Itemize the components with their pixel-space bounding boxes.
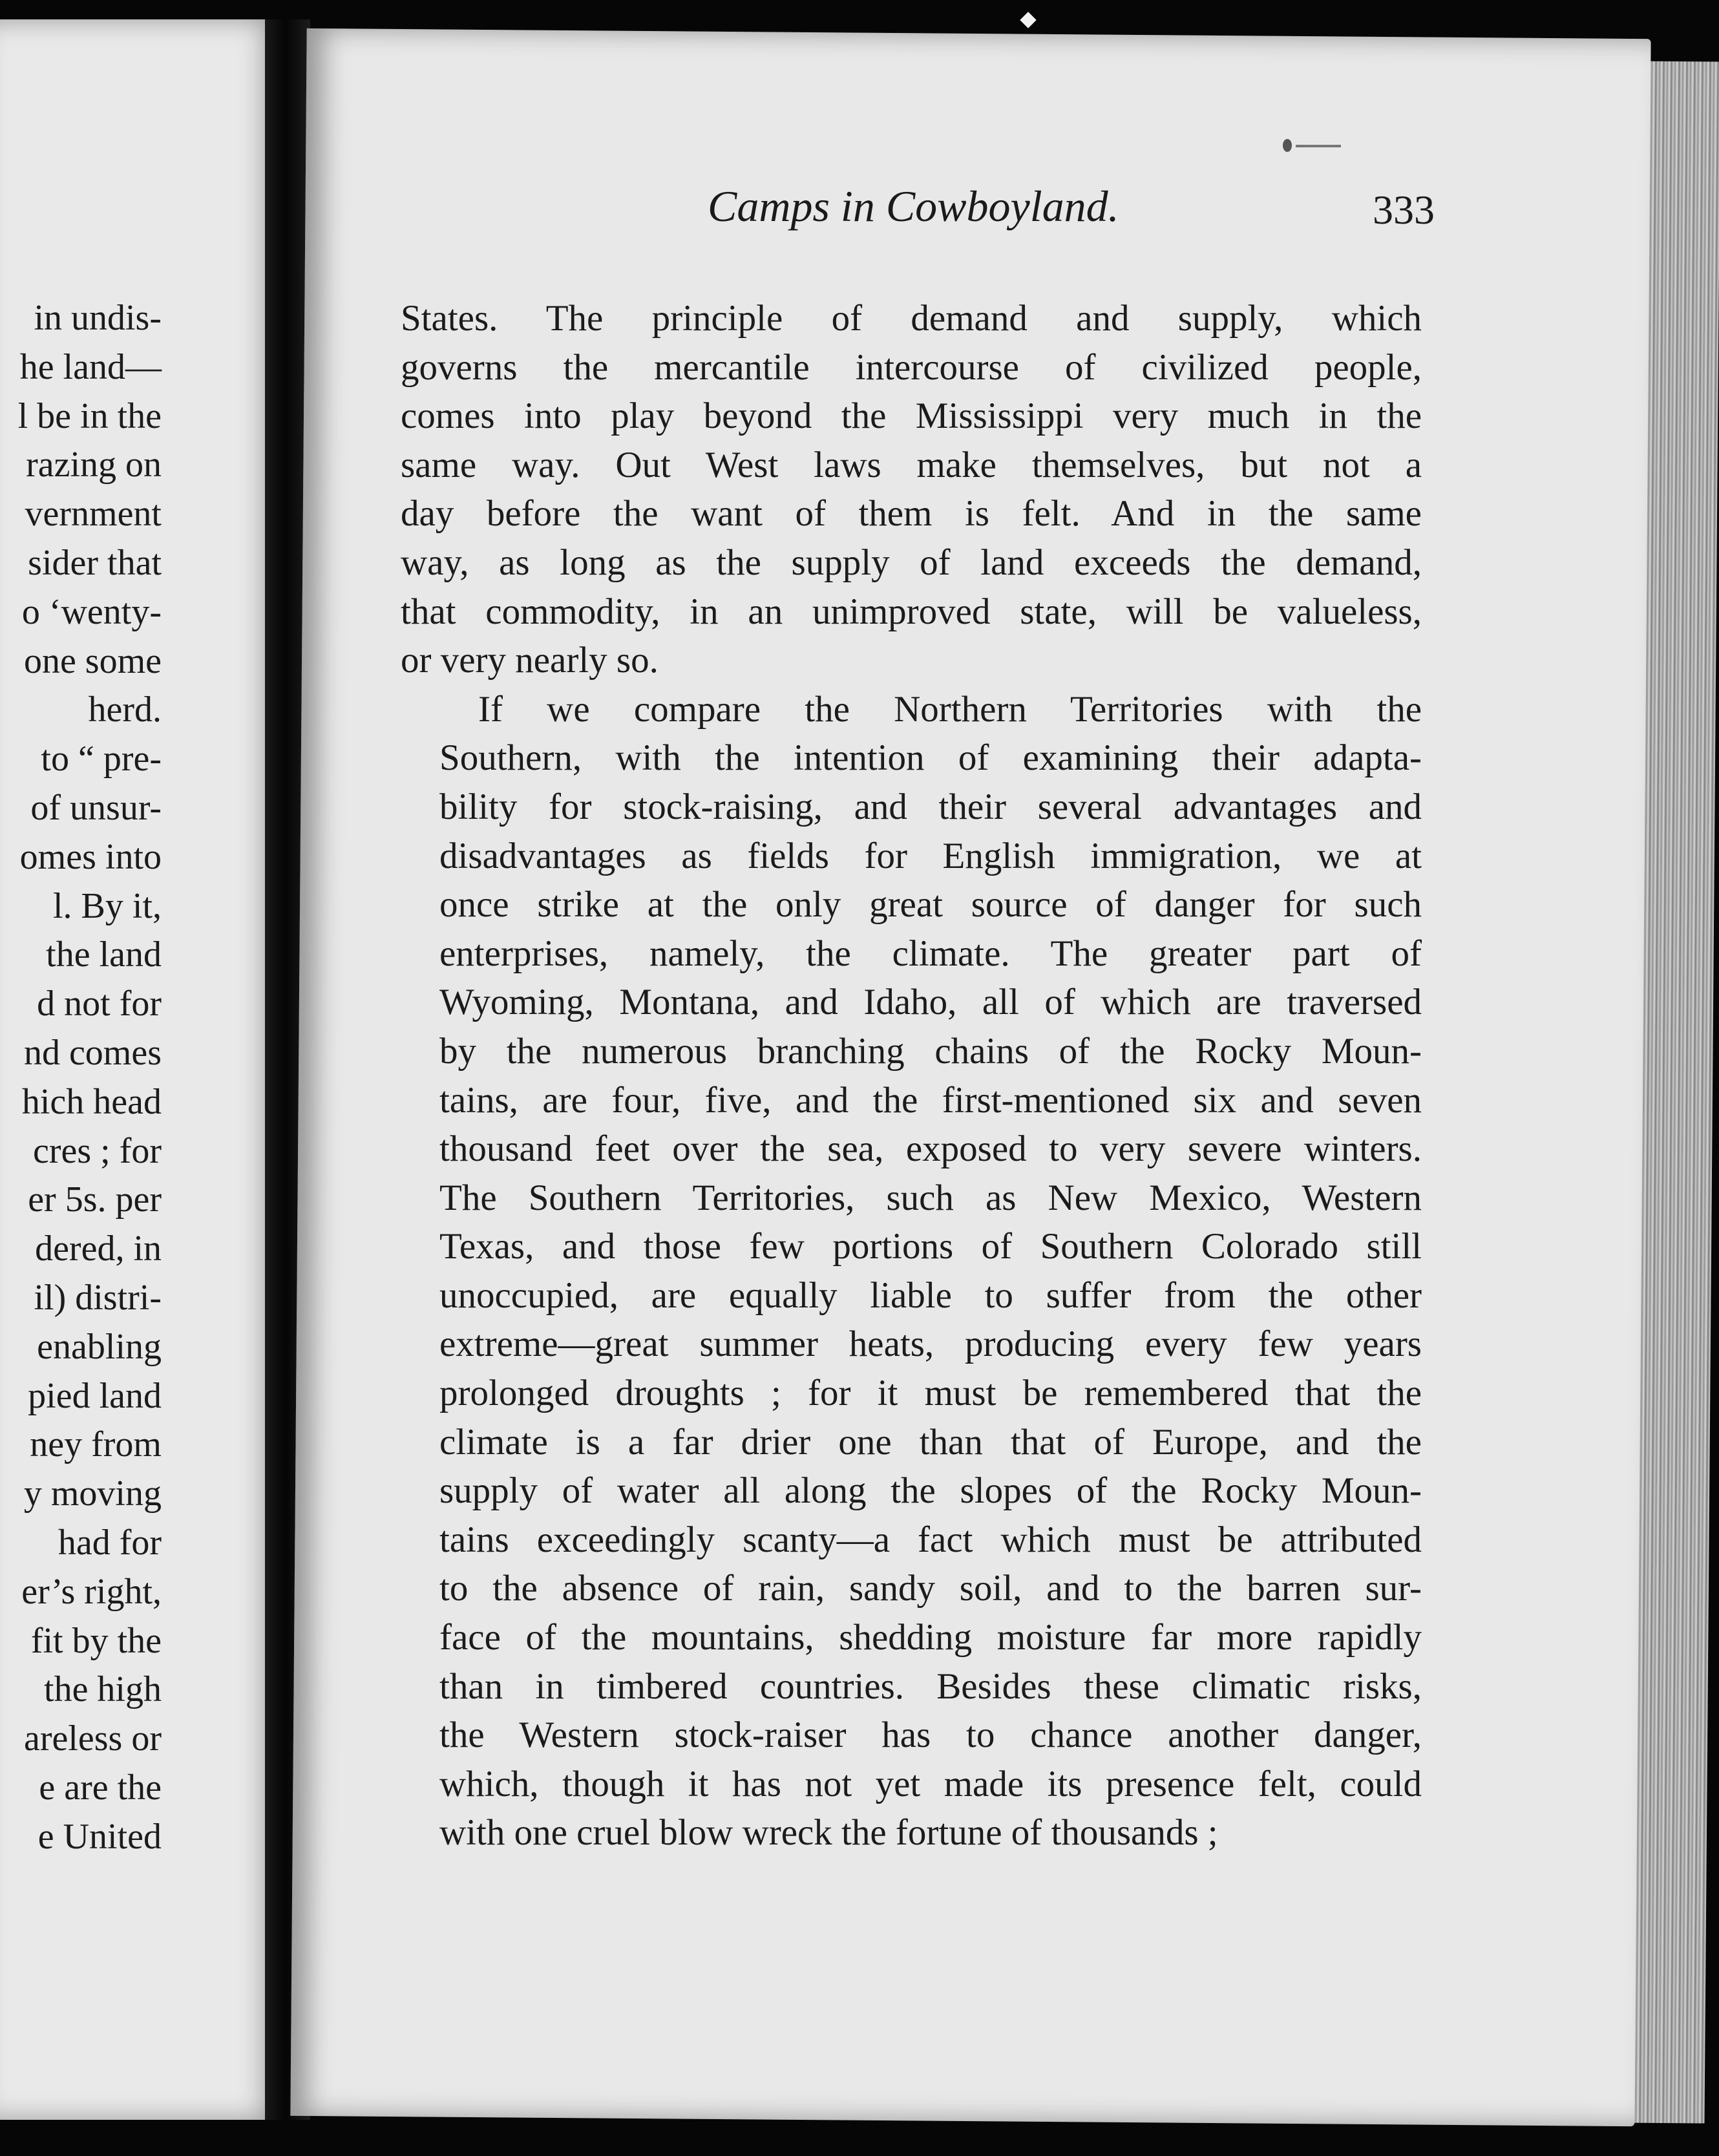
ink-mark bbox=[1296, 145, 1341, 147]
left-page-line: to “ pre- bbox=[41, 739, 162, 779]
left-page-line: fit by the bbox=[30, 1620, 162, 1661]
text-line: governs the mercantile intercourse of civilized people, bbox=[401, 346, 1422, 388]
left-page-line: d not for bbox=[37, 984, 162, 1024]
left-page-line: cres ; for bbox=[32, 1130, 162, 1171]
text-line: tains, are four, five, and the first-mentioned six and seven bbox=[439, 1079, 1422, 1121]
text-line: than in timbered countries. Besides these climatic risks, bbox=[439, 1665, 1422, 1707]
text-line: If we compare the Northern Territories with the bbox=[478, 688, 1422, 730]
text-line: Texas, and those few portions of Southern Colorado still bbox=[439, 1226, 1422, 1267]
text-line: comes into play beyond the Mississippi very much in the bbox=[401, 396, 1422, 437]
left-page-line: in undis- bbox=[34, 298, 162, 338]
text-line: disadvantages as fields for English immigration, we at bbox=[439, 835, 1422, 876]
left-facing-page bbox=[0, 19, 284, 2120]
text-line: day before the want of them is felt. And in the same bbox=[401, 493, 1422, 534]
left-page-line: dered, in bbox=[35, 1229, 162, 1269]
text-line: the Western stock-raiser has to chance another danger, bbox=[439, 1715, 1422, 1756]
text-line: same way. Out West laws make themselves, but not a bbox=[401, 444, 1422, 485]
text-line: States. The principle of demand and supply, which bbox=[401, 298, 1422, 339]
left-page-line: pied land bbox=[28, 1375, 162, 1416]
text-line: climate is a far drier one than that of Europe, and the bbox=[439, 1421, 1422, 1463]
left-page-line: ney from bbox=[30, 1424, 162, 1465]
page-body bbox=[401, 294, 1422, 1857]
text-line: to the absence of rain, sandy soil, and to the barren sur- bbox=[439, 1568, 1422, 1609]
text-line: Wyoming, Montana, and Idaho, all of which are traversed bbox=[439, 982, 1422, 1023]
paragraph-2 bbox=[401, 685, 1422, 1857]
running-title: Camps in Cowboyland. bbox=[708, 182, 1119, 231]
left-page-text bbox=[18, 294, 162, 1862]
left-page-line: vernment bbox=[25, 494, 162, 534]
text-line: face of the mountains, shedding moisture far more rapidly bbox=[439, 1617, 1422, 1658]
left-page-line: of unsur- bbox=[30, 787, 162, 828]
left-page-line: herd. bbox=[88, 690, 162, 730]
left-page-line: il) distri- bbox=[34, 1277, 162, 1318]
left-page-line: sider that bbox=[28, 542, 162, 583]
ink-mark bbox=[1283, 139, 1292, 152]
left-page-line: er 5s. per bbox=[28, 1179, 162, 1220]
left-page-line: the land bbox=[46, 935, 162, 975]
text-line: supply of water all along the slopes of the Rocky Moun- bbox=[439, 1470, 1422, 1512]
text-line: bility for stock-raising, and their several advantages and bbox=[439, 786, 1422, 827]
left-page-line: er’s right, bbox=[21, 1571, 162, 1612]
text-line: that commodity, in an unimproved state, will be valueless, bbox=[401, 591, 1422, 632]
page-number: 333 bbox=[1373, 187, 1435, 233]
left-page-line: nd comes bbox=[23, 1032, 162, 1073]
text-line: or very nearly so. bbox=[401, 640, 659, 681]
left-page-line: the high bbox=[44, 1669, 162, 1710]
text-line: with one cruel blow wreck the fortune of thousands ; bbox=[439, 1812, 1218, 1854]
film-speck bbox=[1020, 12, 1036, 28]
left-page-line: omes into bbox=[19, 836, 162, 877]
left-page-line: one some bbox=[23, 640, 162, 681]
left-page-line: l. By it, bbox=[52, 885, 162, 926]
text-line: by the numerous branching chains of the Rocky Moun- bbox=[439, 1030, 1422, 1072]
text-line: unoccupied, are equally liable to suffer from the other bbox=[439, 1274, 1422, 1316]
text-line: The Southern Territories, such as New Mexico, Western bbox=[439, 1177, 1422, 1218]
text-line: once strike at the only great source of danger for such bbox=[439, 884, 1422, 925]
left-page-line: razing on bbox=[26, 445, 162, 485]
text-line: Southern, with the intention of examining their adapta- bbox=[439, 737, 1422, 779]
left-page-line: e United bbox=[37, 1816, 162, 1857]
left-page-line: l be in the bbox=[17, 396, 162, 436]
left-page-line: e are the bbox=[39, 1767, 162, 1808]
left-page-line: he land— bbox=[19, 346, 162, 387]
left-page-line: had for bbox=[58, 1522, 162, 1563]
text-line: way, as long as the supply of land exceeds the demand, bbox=[401, 542, 1422, 583]
text-line: prolonged droughts ; for it must be remembered that the bbox=[439, 1373, 1422, 1414]
text-line: extreme—great summer heats, producing every few years bbox=[439, 1324, 1422, 1365]
paragraph-1 bbox=[401, 294, 1422, 685]
text-line: which, though it has not yet made its presence felt, could bbox=[439, 1763, 1422, 1804]
left-page-line: y moving bbox=[23, 1474, 162, 1514]
left-page-line: hich head bbox=[21, 1081, 162, 1122]
left-page-line: areless or bbox=[23, 1718, 162, 1759]
text-line: enterprises, namely, the climate. The greater part of bbox=[439, 933, 1422, 974]
running-head bbox=[401, 181, 1435, 246]
left-page-line: enabling bbox=[37, 1326, 162, 1367]
text-line: thousand feet over the sea, exposed to very severe winters. bbox=[439, 1128, 1422, 1170]
left-page-line: o ‘wenty- bbox=[21, 591, 162, 632]
text-line: tains exceedingly scanty—a fact which must be attributed bbox=[439, 1519, 1422, 1560]
